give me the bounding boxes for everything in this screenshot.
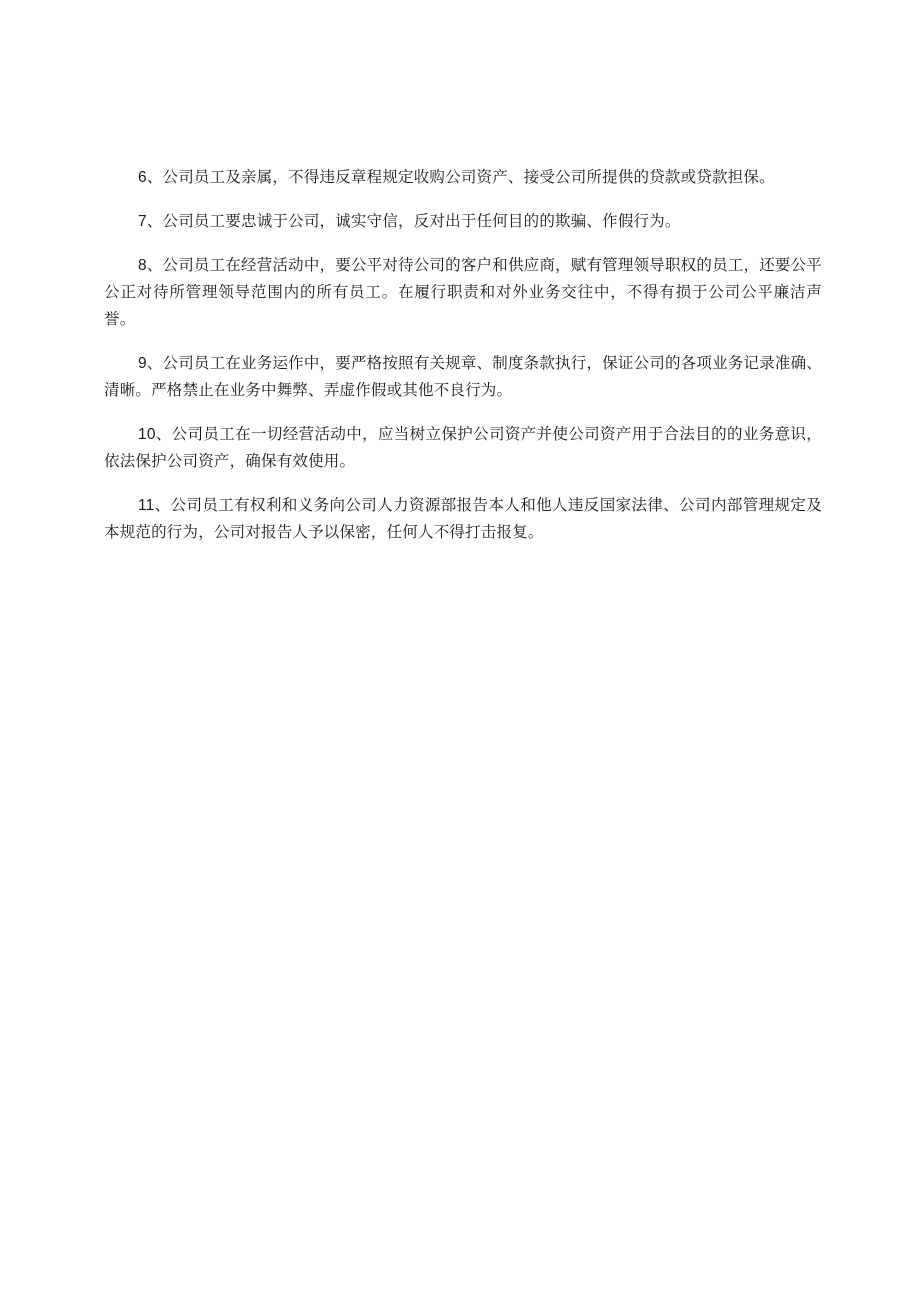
paragraph-number: 8	[138, 257, 147, 274]
paragraph-number: 6	[138, 169, 147, 186]
paragraph-text: 、公司员工在一切经营活动中，应当树立保护公司资产并使公司资产用于合法目的的业务意识，依法保护公司资产，确保有效使用。	[104, 425, 822, 470]
paragraph-10	[104, 421, 822, 475]
paragraph-number: 7	[138, 213, 147, 230]
paragraph-6	[104, 164, 822, 191]
paragraph-text: 、公司员工在业务运作中，要严格按照有关规章、制度条款执行，保证公司的各项业务记录准确、清晰。严格禁止在业务中舞弊、弄虚作假或其他不良行为。	[104, 354, 822, 399]
paragraph-text: 、公司员工要忠诚于公司，诚实守信，反对出于任何目的的欺骗、作假行为。	[146, 212, 681, 230]
document-body	[104, 164, 822, 563]
paragraph-7	[104, 208, 822, 235]
paragraph-text: 、公司员工有权利和义务向公司人力资源部报告本人和他人违反国家法律、公司内部管理规定及本规范的行为，公司对报告人予以保密，任何人不得打击报复。	[104, 496, 822, 541]
paragraph-9	[104, 350, 822, 404]
paragraph-number: 9	[138, 355, 147, 372]
paragraph-11	[104, 492, 822, 546]
paragraph-8	[104, 252, 822, 333]
paragraph-number: 10	[138, 426, 156, 443]
paragraph-text: 、公司员工及亲属，不得违反章程规定收购公司资产、接受公司所提供的贷款或贷款担保。	[146, 168, 775, 186]
paragraph-number: 11	[138, 497, 155, 514]
paragraph-text: 、公司员工在经营活动中，要公平对待公司的客户和供应商，赋有管理领导职权的员工，还要公平公正对待所管理领导范围内的所有员工。在履行职责和对外业务交往中，不得有损于公司公平廉洁声誉。	[104, 256, 822, 328]
